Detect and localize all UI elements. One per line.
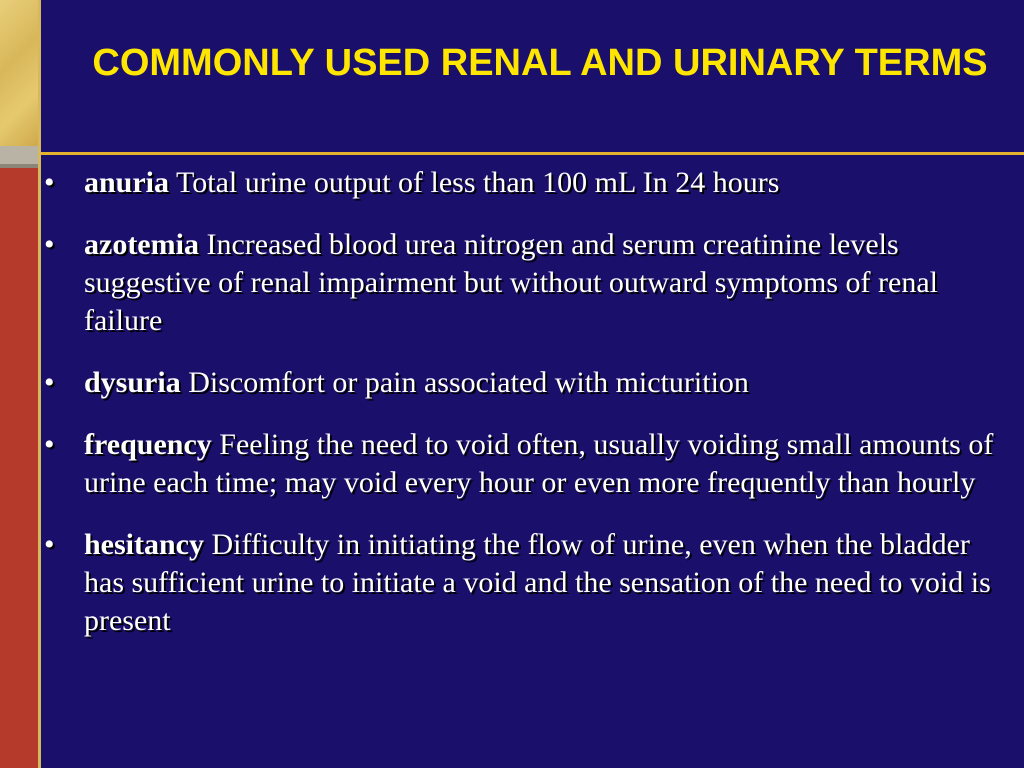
term-name: hesitancy — [84, 528, 204, 561]
term-item-anuria — [44, 164, 1004, 202]
term-name: dysuria — [84, 366, 181, 399]
term-item-dysuria — [44, 364, 1004, 402]
term-name: azotemia — [84, 228, 199, 261]
term-definition: Discomfort or pain associated with micturition — [188, 366, 749, 399]
term-definition: Difficulty in initiating the flow of urine, even when the bladder has sufficient urine to initiate a void and the sensation of the need to void is present — [84, 528, 991, 637]
decorative-strip-red — [0, 168, 38, 768]
bullet-icon: • — [44, 428, 55, 461]
title-divider — [41, 152, 1024, 155]
decorative-strip-tan — [0, 0, 38, 146]
decorative-strip-gray — [0, 146, 38, 164]
term-item-frequency — [44, 426, 1004, 502]
term-definition: Increased blood urea nitrogen and serum creatinine levels suggestive of renal impairment but without outward symptoms of renal failure — [84, 228, 939, 337]
term-name: frequency — [84, 428, 212, 461]
term-list — [44, 164, 1004, 664]
term-definition: Feeling the need to void often, usually voiding small amounts of urine each time; may void every hour or even more frequently than hourly — [84, 428, 994, 499]
bullet-icon: • — [44, 366, 55, 399]
term-definition: Total urine output of less than 100 mL In 24 hours — [176, 166, 780, 199]
slide-title: COMMONLY USED RENAL AND URINARY TERMS — [92, 42, 988, 84]
bullet-icon: • — [44, 166, 55, 199]
term-name: anuria — [84, 166, 170, 199]
term-item-hesitancy — [44, 526, 1004, 640]
decorative-strip-edge — [38, 0, 41, 768]
term-item-azotemia — [44, 226, 1004, 340]
bullet-icon: • — [44, 228, 55, 261]
bullet-icon: • — [44, 528, 55, 561]
